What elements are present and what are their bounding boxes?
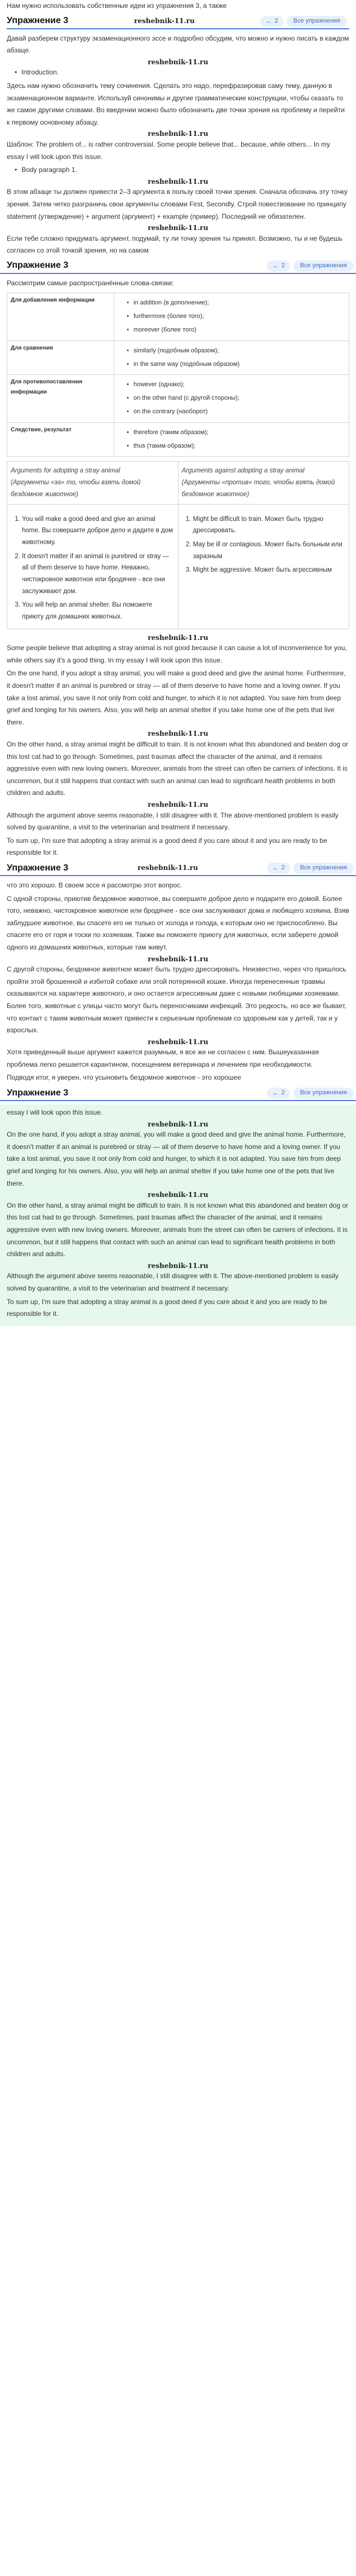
section-header-1	[7, 15, 349, 29]
paragraph: On the other hand, a stray animal might be difficult to train. It is not known what this abandoned and beaten dog or this lost cat had to go through. Sometimes, past traumas affect the character of the animal, and it remains aggressive even with new loving owners. Moreover, animals from the street can often be carriers of infections. It is uncommon, but it still happens that contact with such an animal can lead to significant health problems in both children and adults.	[7, 1201, 349, 1258]
table-cell-label: Для добавления информации	[7, 293, 114, 341]
list-item: 3. You will help an animal shelter. Вы поможете приюту для домашних животных.	[22, 599, 175, 622]
list-item: • similarly (подобным образом);	[127, 346, 345, 357]
paragraph: Хотя приведенный выше аргумент кажется разумным, я все же не согласен с ним. Вышеуказанная проблема легко решается карантином, посещением ветеринара и лечением при необходимости.	[7, 1048, 319, 1068]
arrow-left-icon: ←	[272, 864, 279, 872]
list-item: • on the contrary (наоборот)	[127, 406, 345, 418]
paragraph: Although the argument above seems reasonable, I still disagree with it. The above-mentioned problem is easily solved by quarantine, a visit to the veterinarian and treatment if necessary.	[7, 811, 339, 832]
table-cell	[114, 375, 349, 422]
list-item: • thus (таким образом);	[127, 441, 345, 452]
watermark: reshebnik-11.ru	[148, 224, 208, 232]
list-item: 2. It doesn't matter if an animal is purebred or stray — all of them deserve to have home. Неважно, чистокровное животное или бродячее - все они заслуживают дом.	[22, 551, 175, 598]
all-exercises-button[interactable]: Все упражнения	[293, 1088, 354, 1099]
table-row	[7, 422, 349, 457]
paragraph: essay I will look upon this issue.	[7, 1108, 103, 1117]
table-cell	[114, 422, 349, 457]
paragraph: Although the argument above seems reasonable, I still disagree with it. The above-mentioned problem is easily solved by quarantine, a visit to the veterinarian and treatment if necessary.	[7, 1272, 339, 1292]
watermark: reshebnik-11.ru	[134, 16, 195, 25]
paragraph: Шаблон: The problem of... is rather controversial. Some people believe that... because, while others... In my essay I will look upon this issue.	[7, 140, 331, 161]
paragraph: Давай разберем структуру экзаменационного эссе и подробно обсудим, что можно и нужно писать в каждом абзаце.	[7, 34, 349, 55]
list-item: • moreover (более того)	[127, 325, 345, 336]
paragraph: Some people believe that adopting a stray animal is not good because it can cause a lot of inconvenience for you, while others say it's a good thing. In my essay I will look upon this issue.	[7, 644, 347, 664]
column-subheader: (Аргументы «против» того, чтобы взять домой бездомное животное)	[181, 479, 335, 498]
paragraph: Рассмотрим самые распространённые слова-связки:	[7, 279, 174, 287]
all-exercises-button[interactable]: Все упражнения	[293, 260, 354, 272]
watermark: reshebnik-11.ru	[148, 730, 208, 738]
table-cell	[178, 504, 349, 629]
watermark: reshebnik-11.ru	[148, 1120, 208, 1128]
arrow-left-icon: ←	[265, 16, 273, 25]
table-cell	[114, 293, 349, 341]
table-cell-label: Следствие, результат	[7, 422, 114, 457]
watermark: reshebnik-11.ru	[148, 177, 208, 185]
paragraph: Здесь нам нужно обозначить тему сочинения. Сделать это надо, перефразировав саму тему, данную в экзаменационном варианте. Используй синонимы и другие грамматические конструкции, чтобы сказать то же самое другими словами. Во введении можно было обозначить две точки зрения на проблему и перейти к первому основному абзацу.	[7, 81, 345, 126]
watermark: reshebnik-11.ru	[148, 1261, 208, 1270]
watermark: reshebnik-11.ru	[148, 1191, 208, 1199]
paragraph: Если тебе сложно придумать аргумент, подумай, ту ли точку зрения ты принял. Возможно, ты и не будешь согласен со этой точкой зрения, но на самом	[7, 234, 343, 255]
section-title: Упражнение 3	[7, 260, 69, 271]
prev-exercise-button[interactable]: ← 2	[260, 16, 283, 27]
table-cell	[178, 462, 349, 504]
prev-exercise-button[interactable]: ← 2	[267, 260, 290, 272]
list-item: • on the other hand (с другой стороны);	[127, 393, 345, 404]
table-cell	[7, 504, 179, 629]
list-item: 1. You will make a good deed and give an animal home. Вы совершите доброе дело и дадите в дом животному.	[22, 514, 175, 549]
paragraph: С другой стороны, бездомное животное может быть трудно дрессировать. Неизвестно, через что пришлось пройти этой брошенной и избитой собаке или этой потерянной кошке. Иногда перенесенные травмы сказываются на характере животного, и оно остается агрессивным даже с новыми любящими хозяевами. Более того, животные с улицы часто могут быть переносчиками инфекций. Это редкость, но все же бывает, что контакт с таким животным может привести к серьезным проблемам со здоровьем как у детей, так и у взрослых.	[7, 965, 347, 1035]
paragraph: On the one hand, if you adopt a stray animal, you will make a good deed and give the animal home. Furthermore, it doesn't matter if an animal is purebred or stray — all of them deserve to have home and a loving owner. If you take a lost animal, you save it not only from cold and hunger, to which it is not adapted. You save him from deep grief and longing for his owners. Also, you will help an animal shelter if you take home one of the pets that live there.	[7, 1130, 346, 1187]
list-item: • Body paragraph 1.	[7, 164, 349, 176]
prev-exercise-button[interactable]: ← 2	[267, 863, 290, 874]
section-title: Упражнение 3	[7, 16, 69, 26]
list-item: • however (однако);	[127, 379, 345, 391]
paragraph: To sum up, I'm sure that adopting a stray animal is a good deed if you care about it and you are ready to be responsible for it.	[7, 1297, 327, 1318]
paragraph: В этом абзаце ты должен привести 2–3 аргумента в пользу своей точки зрения. Сначала обозначь эту точку зрения. Затем четко разграничь свои аргументы словами First, Secondly. Строй повествование по принципу statement (утверждение) + argument (аргумент) + example (пример). Последний не обязателен.	[7, 188, 348, 220]
arrow-left-icon: ←	[272, 1089, 279, 1097]
list-item: • in the same way (подобным образом)	[127, 359, 345, 370]
arguments-table	[7, 461, 349, 629]
all-exercises-button[interactable]: Все упражнения	[293, 863, 354, 874]
highlighted-essay	[0, 1104, 356, 1326]
column-subheader: (Аргументы «за» то, чтобы взять домой бездомное животное)	[11, 479, 141, 498]
section-header-3	[0, 861, 356, 876]
table-row	[7, 293, 349, 341]
paragraph: что это хорошо. В своем эссе я рассмотрю этот вопрос.	[7, 881, 183, 889]
paragraph: С одной стороны, приютив бездомное животное, вы совершите доброе дело и подарите его домой. Более того, неважно, чистокровное животное или бродячее - все они заслуживают дома и любящего хозяина. Взяв заблудшее животное, вы спасете его не только от холода и голода, к которым оно не приспособлено. Вы спасете его от горя и тоски по хозяевам. Также вы поможете приюту для животных, если заберете домой одного из домашних животных, которые там живут.	[7, 894, 349, 951]
list-item: • therefore (таким образом);	[127, 427, 345, 439]
arrow-left-icon: ←	[272, 262, 279, 270]
watermark: reshebnik-11.ru	[148, 130, 208, 138]
section-header-2	[0, 259, 356, 274]
table-cell	[7, 462, 179, 504]
watermark: reshebnik-11.ru	[148, 633, 208, 642]
list-item: 3. Might be aggressive. Может быть агрессивным	[193, 564, 346, 576]
table-row	[7, 375, 349, 422]
table-row	[7, 504, 349, 629]
paragraph: On the one hand, if you adopt a stray animal, you will make a good deed and give the animal home. Furthermore, it doesn't matter if an animal is purebred or stray — all of them deserve to have home and a loving owner. If you take a lost animal, you save it not only from cold and hunger, to which it is not adapted. You save him from deep grief and longing for his owners. Also, you will help an animal shelter if you take home one of the pets that live there.	[7, 669, 346, 726]
column-header: Arguments against adopting a stray animal	[181, 467, 305, 475]
section-header-4	[0, 1086, 356, 1101]
paragraph: To sum up, I'm sure that adopting a stray animal is a good deed if you care about it and you are ready to be responsible for it.	[7, 836, 327, 857]
watermark: reshebnik-11.ru	[148, 58, 208, 66]
column-header: Arguments for adopting a stray animal	[11, 467, 121, 475]
watermark: reshebnik-11.ru	[137, 864, 198, 872]
table-row	[7, 341, 349, 375]
linking-words-table	[7, 293, 349, 457]
list-item: 1. Might be difficult to train. Может быть трудно дрессировать.	[193, 514, 346, 537]
all-exercises-button[interactable]: Все упражнения	[287, 16, 347, 27]
watermark: reshebnik-11.ru	[148, 1037, 208, 1046]
table-cell-label: Для противопоставления информации	[7, 375, 114, 422]
top-line: Нам нужно использовать собственные идеи из упражнения 3, а также	[7, 2, 227, 10]
prev-exercise-button[interactable]: ← 2	[267, 1088, 290, 1099]
list-item: • Introduction.	[7, 67, 349, 79]
table-cell-label: Для сравнения	[7, 341, 114, 375]
table-row	[7, 462, 349, 504]
list-item: • in addition (в дополнение);	[127, 298, 345, 309]
paragraph: On the other hand, a stray animal might be difficult to train. It is not known what this abandoned and beaten dog or this lost cat had to go through. Sometimes, past traumas affect the character of the animal, and it remains aggressive even with new loving owners. Moreover, animals from the street can often be carriers of infections. It is uncommon, but it still happens that contact with such an animal can lead to significant health problems in both children and adults.	[7, 740, 349, 797]
watermark: reshebnik-11.ru	[148, 801, 208, 808]
list-item: • furthermore (более того);	[127, 311, 345, 322]
section-title: Упражнение 3	[7, 1088, 69, 1098]
section-title: Упражнение 3	[7, 863, 69, 873]
list-item: 2. May be ill or contagious. Может быть больным или заразным	[193, 539, 346, 562]
paragraph: Подводя итог, я уверен, что усыновить бездомное животное - это хорошее	[7, 1073, 242, 1082]
watermark: reshebnik-11.ru	[148, 955, 208, 963]
table-cell	[114, 341, 349, 375]
